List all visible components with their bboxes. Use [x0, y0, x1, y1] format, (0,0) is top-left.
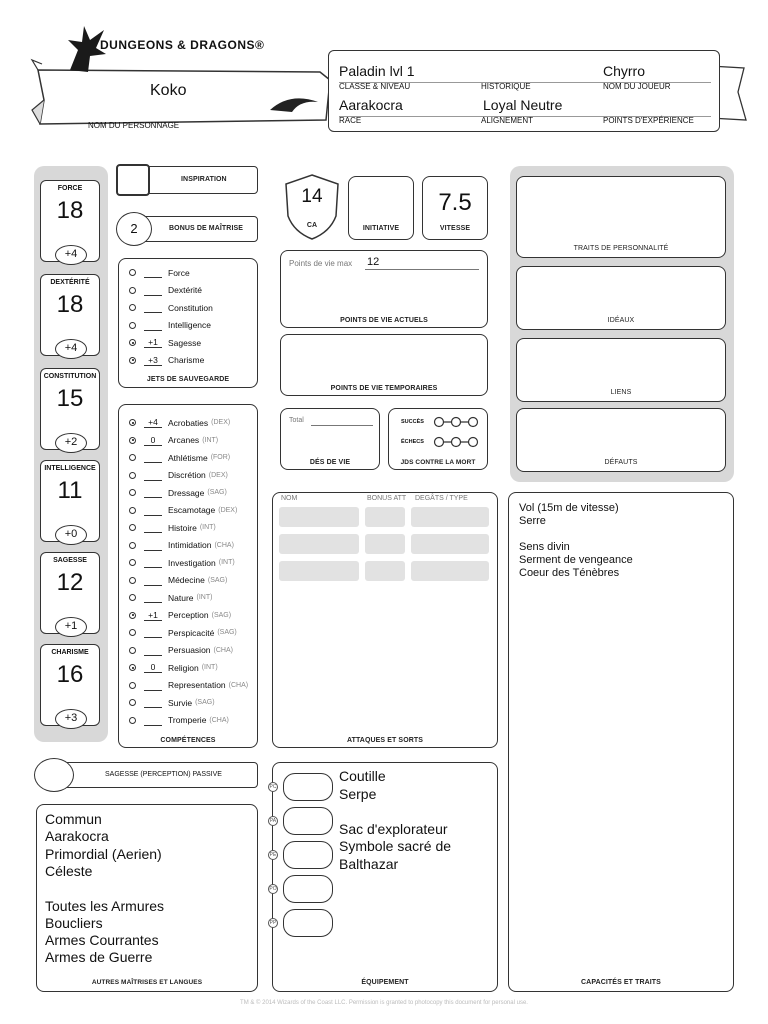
- proficiency-dot[interactable]: [129, 489, 136, 496]
- saving-throws-box: [118, 258, 258, 388]
- proficiency-dot[interactable]: [129, 269, 136, 276]
- skill-name: Investigation: [168, 557, 216, 568]
- skill-stat: (INT): [199, 524, 216, 531]
- saving-throws-title: JETS DE SAUVEGARDE: [146, 376, 230, 383]
- xp-label: POINTS D'EXPÉRIENCE: [603, 116, 694, 125]
- proficiency-dot[interactable]: [129, 437, 136, 444]
- skill-value[interactable]: [144, 452, 162, 463]
- coin-label: PC: [269, 784, 277, 790]
- language-line: Boucliers: [45, 914, 103, 931]
- proficiency-dot[interactable]: [129, 664, 136, 671]
- skill-name: Escamotage: [168, 505, 216, 515]
- proficiency-dot[interactable]: [129, 524, 136, 531]
- attack-name-cell[interactable]: [279, 561, 359, 581]
- race-label: RACE: [339, 116, 362, 125]
- proficiency-dot[interactable]: [129, 612, 136, 619]
- skill-value[interactable]: 0: [144, 435, 162, 446]
- proficiency-dot[interactable]: [129, 454, 136, 461]
- proficiency-dot[interactable]: [129, 339, 136, 346]
- proficiency-value[interactable]: 2: [116, 212, 152, 246]
- skills-title: COMPÉTENCES: [160, 737, 216, 744]
- saving-throw-row[interactable]: [125, 334, 201, 351]
- skill-row[interactable]: [125, 642, 233, 659]
- skill-name: Representation: [168, 680, 226, 690]
- ability-modifier[interactable]: +4: [55, 245, 87, 265]
- equipment-line: Sac d'explorateur: [339, 820, 448, 837]
- death-fail-circles[interactable]: [433, 436, 479, 448]
- dnd-logo: DUNGEONS & DRAGONS®: [100, 38, 265, 52]
- language-line: Primordial (Aerien): [45, 845, 162, 862]
- alignment-value[interactable]: Loyal Neutre: [483, 97, 563, 113]
- feature-line: Vol (15m de vitesse): [519, 502, 619, 514]
- copyright-footer: TM & © 2014 Wizards of the Coast LLC. Permission is granted to photocopy this document for personal use.: [240, 1000, 528, 1006]
- saving-throw-row[interactable]: [125, 352, 204, 369]
- initiative-label: INITIATIVE: [362, 225, 400, 232]
- ability-modifier[interactable]: +4: [55, 339, 87, 359]
- saving-throw-name: Intelligence: [168, 320, 212, 330]
- ability-score[interactable]: 12: [56, 569, 84, 596]
- ability-name: CONSTITUTION: [43, 373, 97, 380]
- skill-value[interactable]: [144, 470, 162, 481]
- ability-score[interactable]: 16: [56, 661, 84, 688]
- skill-stat: (FOR): [210, 454, 231, 461]
- equipment-box[interactable]: [269, 762, 498, 992]
- hit-dice-total-label: Total: [289, 417, 304, 424]
- skill-value[interactable]: [144, 645, 162, 656]
- death-fail-label: ÉCHECS: [401, 439, 424, 445]
- ability-name: CHARISME: [51, 649, 89, 656]
- death-saves-box: [388, 408, 488, 470]
- saving-throw-name: Charisme: [168, 355, 205, 365]
- proficiency-dot[interactable]: [129, 507, 136, 514]
- proficiency-dot[interactable]: [129, 682, 136, 689]
- skill-name: Intimidation: [168, 540, 212, 550]
- skill-value[interactable]: [144, 522, 162, 533]
- hp-max-value[interactable]: 12: [367, 256, 380, 268]
- skill-row[interactable]: [125, 677, 248, 694]
- proficiency-dot[interactable]: [129, 699, 136, 706]
- ideals-box[interactable]: [516, 266, 726, 330]
- feature-line: Serre: [519, 515, 546, 527]
- speed-value[interactable]: 7.5: [438, 189, 472, 216]
- personality-label: TRAITS DE PERSONNALITÉ: [573, 245, 669, 252]
- skill-name: Athlétisme: [168, 452, 208, 463]
- skill-name: Acrobaties: [168, 417, 209, 428]
- skill-stat: (CHA): [214, 541, 234, 549]
- ability-box: [40, 644, 100, 726]
- skill-row[interactable]: [125, 519, 216, 536]
- saving-throw-value[interactable]: +1: [144, 337, 162, 348]
- saving-throw-value[interactable]: +3: [144, 355, 162, 366]
- equipment-line: Serpe: [339, 785, 377, 802]
- coin-field[interactable]: [283, 875, 333, 903]
- ideals-label: IDÉAUX: [607, 317, 635, 324]
- ability-score[interactable]: 11: [57, 477, 83, 504]
- player-name-label: NOM DU JOUEUR: [603, 82, 671, 91]
- skill-value[interactable]: [144, 697, 162, 708]
- attacks-col-name: NOM: [281, 495, 298, 502]
- skill-row[interactable]: [125, 449, 230, 466]
- saving-throw-name: Dextérité: [168, 285, 203, 295]
- armor-class-value[interactable]: 14: [301, 186, 323, 207]
- skill-row[interactable]: [125, 432, 218, 449]
- coin-field[interactable]: [283, 909, 333, 937]
- language-line: Commun: [45, 811, 102, 827]
- ability-box: [40, 180, 100, 262]
- hp-current-label: POINTS DE VIE ACTUELS: [340, 317, 428, 324]
- skill-value[interactable]: +1: [144, 610, 162, 621]
- equipment-line: Coutille: [339, 768, 386, 784]
- feature-line: Coeur des Ténèbres: [519, 567, 620, 579]
- skill-stat: (CHA): [228, 681, 249, 689]
- proficiency-dot[interactable]: [129, 559, 136, 566]
- proficiency-dot[interactable]: [129, 357, 136, 364]
- armor-class-label: CA: [306, 222, 318, 229]
- ability-modifier[interactable]: +0: [55, 525, 87, 545]
- character-name-label: NOM DU PERSONNAGE: [88, 121, 180, 130]
- skill-name: Nature: [168, 592, 194, 603]
- proficiency-dot[interactable]: [129, 647, 136, 654]
- saving-throw-name: Sagesse: [168, 337, 202, 348]
- death-saves-label: JDS CONTRE LA MORT: [400, 459, 476, 466]
- personality-box[interactable]: [516, 176, 726, 258]
- skill-row[interactable]: [125, 607, 231, 624]
- ability-name: INTELLIGENCE: [44, 465, 96, 472]
- ability-name: FORCE: [57, 185, 83, 192]
- skill-name: Religion: [168, 662, 199, 673]
- hit-dice-label: DÉS DE VIE: [309, 459, 351, 466]
- equipment-line: Symbole sacré de: [339, 838, 452, 854]
- feature-line: Sens divin: [519, 541, 570, 553]
- skill-row[interactable]: [125, 694, 215, 711]
- character-name[interactable]: Koko: [150, 82, 187, 99]
- speed-label: VITESSE: [439, 225, 471, 232]
- language-line: Armes de Guerre: [45, 949, 153, 966]
- inspiration-input[interactable]: [116, 164, 150, 196]
- ability-modifier[interactable]: +1: [55, 617, 87, 637]
- languages-title: AUTRES MAÎTRISES ET LANGUES: [91, 979, 203, 986]
- skill-row[interactable]: [125, 467, 228, 484]
- skill-stat: (SAG): [211, 611, 232, 619]
- skill-stat: (INT): [201, 664, 218, 671]
- skill-stat: (DEX): [218, 506, 238, 514]
- ability-box: [40, 274, 100, 356]
- hit-dice-box: [280, 408, 380, 470]
- skill-name: Arcanes: [168, 435, 200, 445]
- skill-row[interactable]: [125, 712, 229, 729]
- skill-value[interactable]: [144, 627, 162, 638]
- saving-throw-value[interactable]: [144, 320, 162, 331]
- attacks-title: ATTAQUES ET SORTS: [346, 737, 424, 744]
- skill-value[interactable]: [144, 575, 162, 586]
- attack-damage-cell[interactable]: [411, 561, 489, 581]
- race-value[interactable]: Aarakocra: [339, 97, 403, 113]
- coin-label: PP: [269, 920, 277, 926]
- skill-name: Histoire: [168, 522, 197, 533]
- ability-score[interactable]: 18: [56, 291, 84, 318]
- skill-value[interactable]: [144, 487, 162, 498]
- skill-name: Perception: [168, 610, 209, 620]
- skill-row[interactable]: [125, 659, 218, 676]
- flaws-label: DÉFAUTS: [604, 459, 638, 466]
- skill-stat: (SAG): [195, 699, 215, 706]
- hp-current-box: [280, 250, 488, 328]
- class-level-label: CLASSE & NIVEAU: [339, 82, 411, 91]
- flaws-box[interactable]: [516, 408, 726, 472]
- player-name-value[interactable]: Chyrro: [603, 63, 646, 79]
- proficiency-dot[interactable]: [129, 472, 136, 479]
- attacks-box: [272, 492, 498, 748]
- equipment-line: Balthazar: [339, 855, 399, 872]
- equipment-title: ÉQUIPEMENT: [361, 979, 409, 986]
- skill-stat: (INT): [202, 436, 219, 444]
- skill-name: Survie: [168, 697, 193, 708]
- skill-value[interactable]: +4: [144, 417, 162, 428]
- attack-damage-cell[interactable]: [411, 534, 489, 554]
- passive-perception-label: SAGESSE (PERCEPTION) PASSIVE: [105, 771, 222, 778]
- speed-box: [422, 176, 488, 240]
- passive-perception-value[interactable]: [34, 758, 74, 792]
- passive-perception-box: [50, 762, 258, 788]
- skill-row[interactable]: [125, 589, 212, 606]
- skill-row[interactable]: [125, 484, 227, 501]
- saving-throw-row[interactable]: [125, 299, 213, 316]
- skill-row[interactable]: [125, 537, 234, 554]
- language-line: Aarakocra: [45, 828, 109, 845]
- character-info-box: [328, 50, 720, 132]
- skills-box: [118, 404, 258, 748]
- skill-stat: (DEX): [208, 471, 228, 479]
- features-title: CAPACITÉS ET TRAITS: [581, 979, 661, 986]
- language-line: Céleste: [45, 862, 93, 879]
- skill-value[interactable]: [144, 540, 162, 551]
- attacks-col-damage: DEGÂTS / TYPE: [415, 495, 468, 502]
- skill-stat: (SAG): [217, 629, 237, 636]
- saving-throw-name: Constitution: [168, 302, 213, 313]
- skill-name: Dressage: [168, 487, 205, 498]
- initiative-box: [348, 176, 414, 240]
- languages-box[interactable]: [36, 804, 258, 992]
- language-line: Toutes les Armures: [45, 897, 165, 914]
- alignment-label: ALIGNEMENT: [481, 116, 534, 125]
- saving-throw-row[interactable]: [125, 264, 190, 281]
- proficiency-dot[interactable]: [129, 542, 136, 549]
- skill-row[interactable]: [125, 572, 227, 589]
- attack-name-cell[interactable]: [279, 534, 359, 554]
- attack-bonus-cell[interactable]: [365, 534, 405, 554]
- skill-name: Médecine: [168, 575, 205, 585]
- hp-max-label: Points de vie max: [289, 259, 353, 268]
- skill-stat: (SAG): [207, 489, 227, 496]
- background-label: HISTORIQUE: [481, 82, 531, 91]
- saving-throw-value[interactable]: [144, 267, 162, 278]
- attack-bonus-cell[interactable]: [365, 561, 405, 581]
- skill-row[interactable]: [125, 414, 230, 431]
- coin-label: PO: [269, 886, 277, 892]
- class-level-value[interactable]: Paladin lvl 1: [339, 63, 415, 79]
- death-success-circles[interactable]: [433, 416, 479, 428]
- coin-label: PE: [269, 852, 277, 858]
- skill-row[interactable]: [125, 554, 235, 571]
- ability-name: SAGESSE: [53, 557, 87, 564]
- skill-row[interactable]: [125, 624, 237, 641]
- proficiency-dot[interactable]: [129, 322, 136, 329]
- proficiency-dot[interactable]: [129, 419, 136, 426]
- skill-value[interactable]: [144, 505, 162, 516]
- inspiration-label: INSPIRATION: [181, 176, 227, 183]
- saving-throw-value[interactable]: [144, 285, 162, 296]
- attack-bonus-cell[interactable]: [365, 507, 405, 527]
- ability-box: [40, 552, 100, 634]
- ability-score[interactable]: 15: [56, 385, 84, 412]
- saving-throw-row[interactable]: [125, 317, 211, 334]
- saving-throw-name: Force: [168, 267, 190, 278]
- hp-temp-label: POINTS DE VIE TEMPORAIRES: [330, 385, 438, 392]
- proficiency-dot[interactable]: [129, 717, 136, 724]
- skill-value[interactable]: [144, 715, 162, 726]
- proficiency-dot[interactable]: [129, 304, 136, 311]
- feature-line: Serment de vengeance: [519, 554, 633, 566]
- attack-name-cell[interactable]: [279, 507, 359, 527]
- attacks-col-bonus: BONUS ATT: [367, 495, 407, 502]
- proficiency-dot[interactable]: [129, 577, 136, 584]
- skill-name: Discrétion: [168, 470, 206, 480]
- coin-field[interactable]: [283, 807, 333, 835]
- skill-value[interactable]: [144, 592, 162, 603]
- proficiency-dot[interactable]: [129, 629, 136, 636]
- bonds-label: LIENS: [610, 389, 632, 396]
- language-line: Armes Courrantes: [45, 932, 159, 949]
- ability-modifier[interactable]: +2: [55, 433, 87, 453]
- proficiency-label: BONUS DE MAÎTRISE: [169, 225, 244, 232]
- skill-stat: (SAG): [207, 576, 228, 584]
- ability-score[interactable]: 18: [56, 197, 84, 224]
- skill-stat: (INT): [196, 594, 213, 601]
- skill-name: Perspicacité: [168, 627, 215, 638]
- skill-stat: (INT): [218, 559, 235, 566]
- features-box[interactable]: [508, 492, 734, 992]
- attack-damage-cell[interactable]: [411, 507, 489, 527]
- skill-stat: (DEX): [211, 419, 231, 426]
- skill-value[interactable]: [144, 680, 162, 691]
- hp-temp-box: [280, 334, 488, 396]
- bonds-box[interactable]: [516, 338, 726, 402]
- proficiency-dot[interactable]: [129, 287, 136, 294]
- skill-stat: (CHA): [209, 716, 229, 724]
- death-success-label: SUCCÈS: [401, 419, 424, 425]
- skill-row[interactable]: [125, 502, 237, 519]
- ability-box: [40, 368, 100, 450]
- coin-field[interactable]: [283, 773, 333, 801]
- saving-throw-row[interactable]: [125, 282, 202, 299]
- skill-stat: (CHA): [213, 646, 233, 654]
- skill-name: Tromperie: [168, 715, 207, 725]
- coin-field[interactable]: [283, 841, 333, 869]
- ability-box: [40, 460, 100, 542]
- skill-name: Persuasion: [168, 645, 211, 655]
- ability-name: DEXTÉRITÉ: [50, 279, 90, 286]
- skill-value[interactable]: 0: [144, 662, 162, 673]
- saving-throw-value[interactable]: [144, 302, 162, 313]
- coin-label: PA: [269, 818, 277, 824]
- ability-modifier[interactable]: +3: [55, 709, 87, 729]
- proficiency-dot[interactable]: [129, 594, 136, 601]
- skill-value[interactable]: [144, 557, 162, 568]
